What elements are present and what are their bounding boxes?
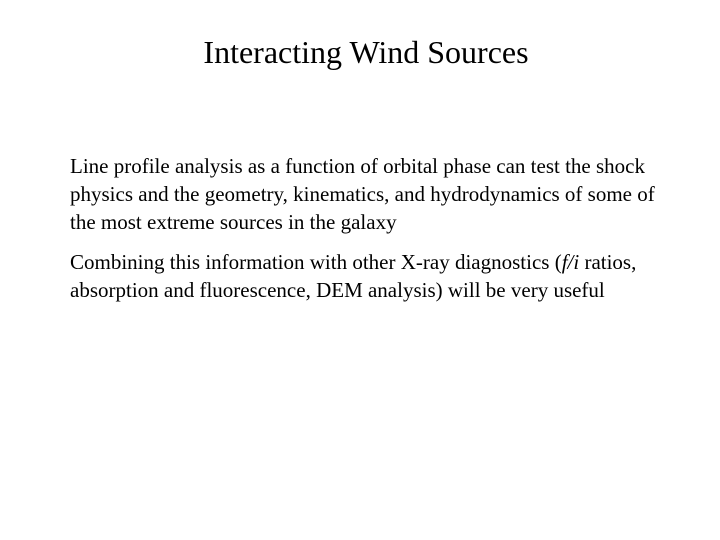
paragraph-italic-fi: f/i xyxy=(561,250,580,274)
paragraph-text-before: Combining this information with other X-ray diagnostics ( xyxy=(70,250,562,274)
slide-title: Interacting Wind Sources xyxy=(203,34,529,70)
slide-body xyxy=(70,152,660,316)
paragraph-text-after: ratios, absorption and fluorescence, DEM analysis) will be very useful xyxy=(70,250,637,302)
paragraph-line-profile: Line profile analysis as a function of orbital phase can test the shock physics and the geometry, kinematics, and hydrodynamics of some of the most extreme sources in the galaxy xyxy=(70,154,655,234)
paragraph-combining-diagnostics xyxy=(70,248,660,304)
